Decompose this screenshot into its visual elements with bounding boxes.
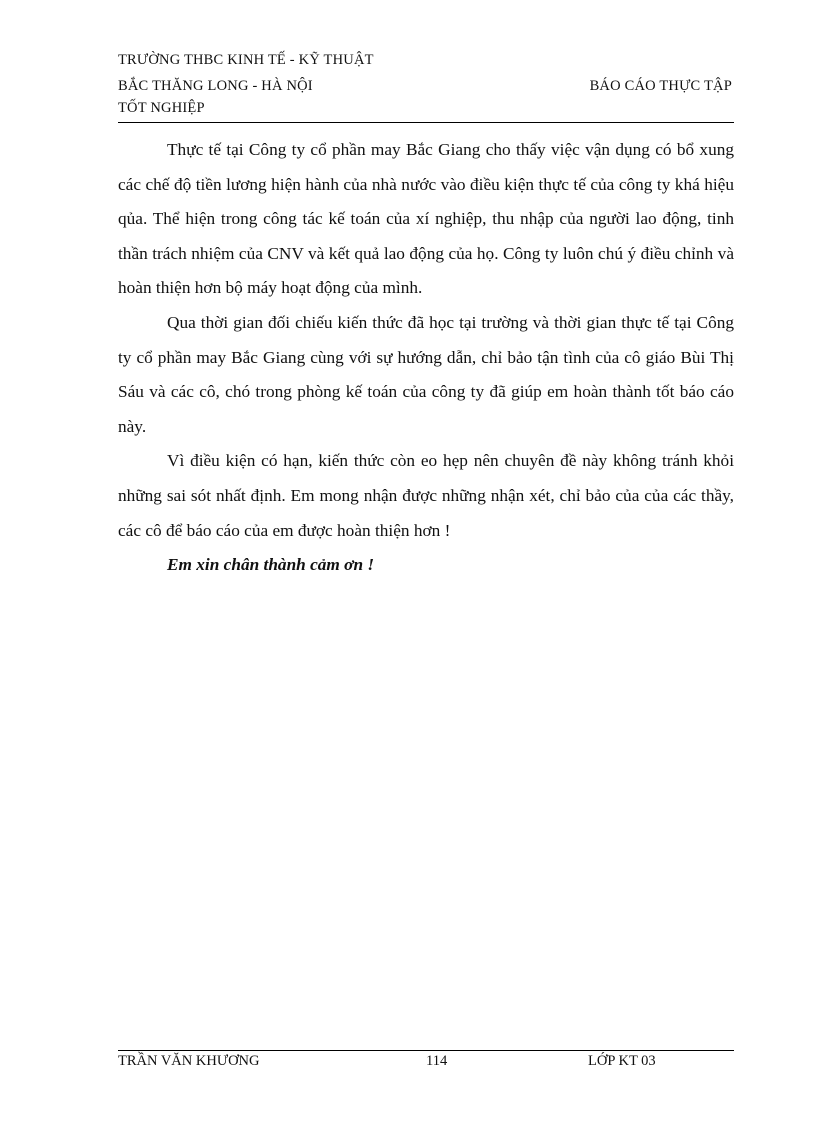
paragraph-3: Vì điều kiện có hạn, kiến thức còn eo hẹp nên chuyên đề này không tránh khỏi những sai sót nhất định. Em mong nhận được những nhận xét, chỉ bảo của của các thầy, các cô để báo cáo của em được hoàn thiện hơn ! — [118, 451, 734, 540]
closing-thanks: Em xin chân thành cảm ơn ! — [167, 555, 375, 575]
page-header — [118, 52, 734, 123]
report-title: BÁO CÁO THỰC TẬP — [589, 78, 732, 94]
author-name: TRẦN VĂN KHƯƠNG — [118, 1053, 260, 1069]
school-name: TRƯỜNG THBC KINH TẾ - KỸ THUẬT — [118, 52, 374, 68]
paragraph-2: Qua thời gian đối chiếu kiến thức đã học tại trường và thời gian thực tế tại Công ty cổ phần may Bắc Giang cùng với sự hướng dẫn, chỉ bảo tận tình của cô giáo Bùi Thị Sáu và các cô, chó trong phòng kế toán của công ty đã giúp em hoàn thành tốt báo cáo này. — [118, 312, 734, 436]
document-body — [118, 133, 734, 583]
school-location: BẮC THĂNG LONG - HÀ NỘI — [118, 78, 313, 94]
report-type-continuation: TỐT NGHIỆP — [118, 100, 205, 116]
class-name: LỚP KT 03 — [588, 1053, 656, 1069]
page-number: 114 — [426, 1053, 448, 1069]
paragraph-1: Thực tế tại Công ty cổ phần may Bắc Giang cho thấy việc vận dụng có bổ xung các chế độ tiền lương hiện hành của nhà nước vào điều kiện thực tế của công ty khá hiệu qủa. Thể hiện trong công tác kế toán của xí nghiệp, thu nhập của người lao động, tinh thần trách nhiệm của CNV và kết quả lao động của họ. Công ty luôn chú ý điều chỉnh và hoàn thiện hơn bộ máy hoạt động của mình. — [118, 140, 734, 298]
page-footer — [118, 1050, 734, 1081]
